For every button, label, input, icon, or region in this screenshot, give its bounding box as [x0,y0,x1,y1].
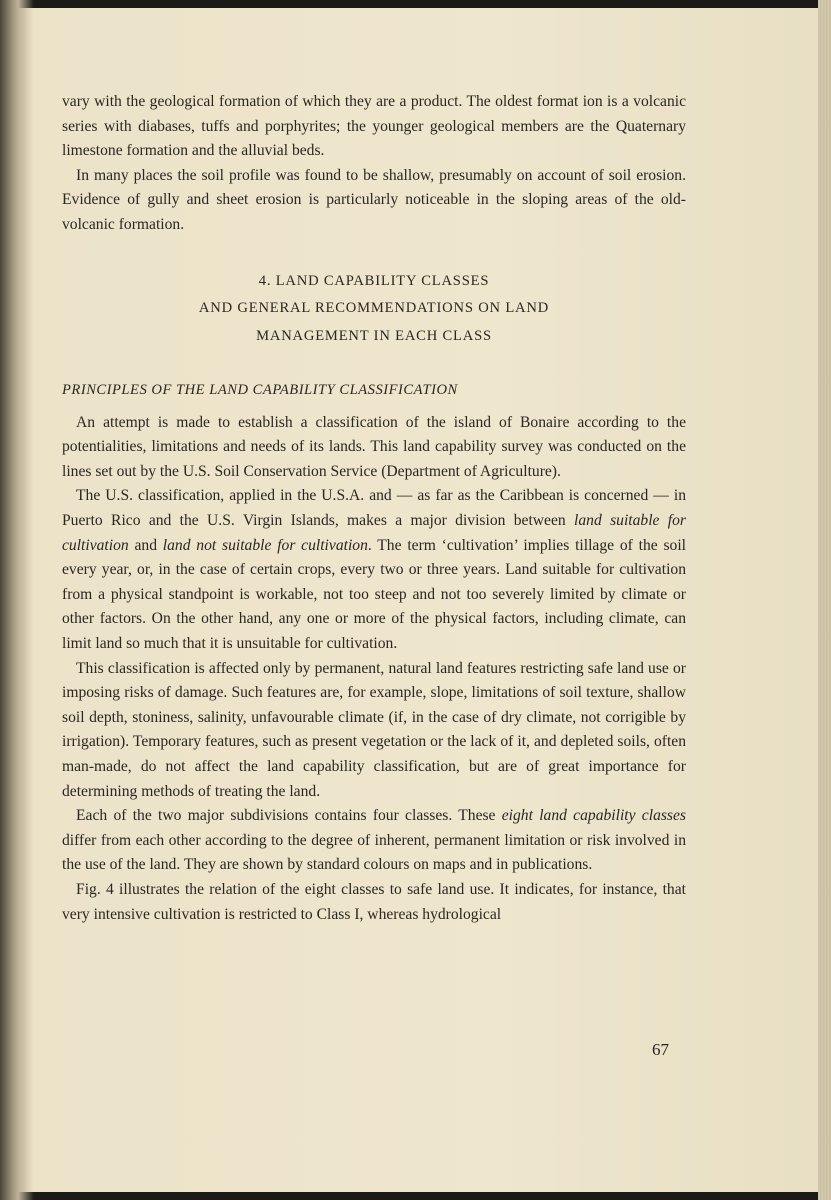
paragraph-permanent-features: This classification is affected only by permanent, natural land features restricting safe land use or imposing risks of damage. Such features are, for example, slope, limitations of soil texture, shallow soil depth, stoniness, salinity, unfavourable climate (if, in the case of dry climate, not corrigible by irrigation). Temporary features, such as present vegetation or the lack of it, and depleted soils, often man-made, do not affect the land capability classification, but are of great importance for determining methods of treating the land. [62,659,686,800]
text-run: differ from each other according to the degree of inherent, permanent limitation or risk involved in the use of the land. They are shown by standard colours on maps and in publications. [62,831,686,874]
page-number: 67 [652,1040,669,1059]
emphasis-land-suitable: land suitable for cultivation [62,512,686,554]
text-run: The U.S. classification, applied in the U.S.A. and — as far as the Caribbean is concerned — in Puerto Rico and the U.S. Virgin Islands, makes a major division between [62,487,686,530]
subheading-principles: PRINCIPLES OF THE LAND CAPABILITY CLASSIFICATION [62,382,458,399]
section-heading-line-2: AND GENERAL RECOMMENDATIONS ON LAND [198,300,550,317]
text-run: . The term ‘cultivation’ implies tillage of the soil every year, or, in the case of certain crops, every two or three years. Land suitable for cultivation from a physical standpoint is workable, not too steep and not too severely limited by climate or other factors. On the other hand, any one or more of the physical factors, including climate, can limit land so much that it is unsuitable for cultivation. [62,536,686,652]
emphasis-land-not-suitable: land not suitable for cultivation [162,536,368,554]
paragraph-eight-classes [62,804,686,878]
body-text [62,90,686,927]
paragraph-fig-4: Fig. 4 illustrates the relation of the eight classes to safe land use. It indicates, for instance, that very intensive cultivation is restricted to Class I, whereas hydrological [62,880,686,923]
paragraph-erosion: In many places the soil profile was found to be shallow, presumably on account of soil erosion. Evidence of gully and sheet erosion is particularly noticeable in the sloping areas of the old-volcanic formation. [62,166,686,233]
section-heading-line-3: MANAGEMENT IN EACH CLASS [256,327,492,344]
section-heading [62,268,686,351]
emphasis-eight-classes: eight land capability classes [501,807,686,825]
section-heading-line-1: 4. LAND CAPABILITY CLASSES [258,272,490,289]
paragraph-geology: vary with the geological formation of which they are a product. The oldest format ion is a volcanic series with diabases, tuffs and porphyrites; the younger geological members are the Quaternary limestone formation and the alluvial beds. [62,93,686,160]
book-gutter-shadow [0,0,34,1200]
text-run: and [128,536,163,554]
paragraph-us-classification [62,484,686,656]
text-run: Each of the two major subdivisions contains four classes. These [76,807,502,825]
page-edges [818,0,831,1200]
paragraph-attempt: An attempt is made to establish a classification of the island of Bonaire according to the potentialities, limitations and needs of its lands. This land capability survey was conducted on the lines set out by the U.S. Soil Conservation Service (Department of Agriculture). [62,413,686,480]
